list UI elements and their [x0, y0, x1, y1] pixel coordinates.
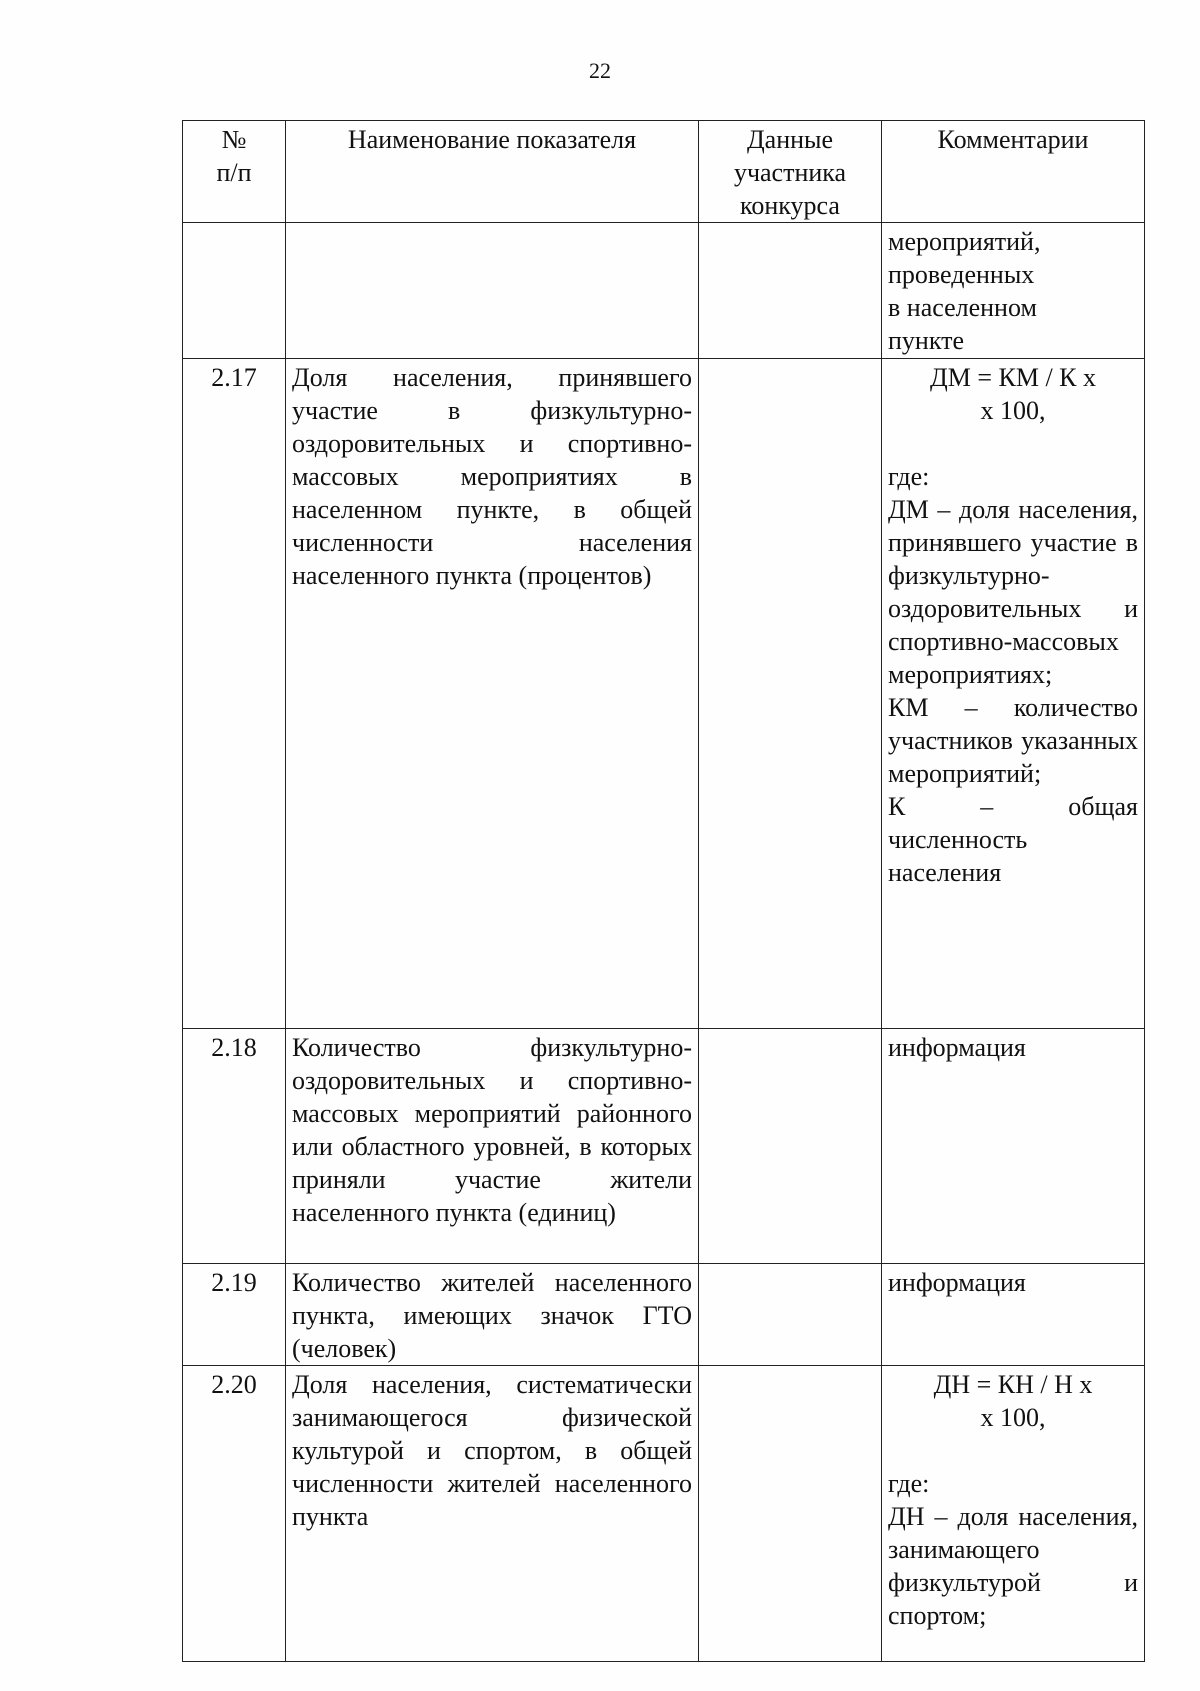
row-number: 2.20 — [183, 1366, 286, 1662]
row-number: 2.19 — [183, 1264, 286, 1366]
comment-cell: информация — [882, 1029, 1145, 1264]
participant-data-cell — [699, 359, 882, 1029]
header-number: № п/п — [183, 121, 286, 223]
page-number: 22 — [589, 58, 611, 83]
row-cont-number — [183, 223, 286, 359]
comment-cell: ДМ = КМ / К х х 100, где: ДМ – доля населения, принявшего участие в физкультурно-оздоровительных и спортивно-массовых мероприятиях; КМ – количество участников указанных мероприятий; К – общая численность населения — [882, 359, 1145, 1029]
participant-data-cell — [699, 1366, 882, 1662]
row-cont-comment: мероприятий, проведенных в населенном пункте — [882, 223, 1145, 359]
indicator-name: Количество физкультурно-оздоровительных и спортивно-массовых мероприятий районного или областного уровней, в которых приняли участие жители населенного пункта (единиц) — [286, 1029, 699, 1264]
participant-data-cell — [699, 1264, 882, 1366]
participant-data-cell — [699, 1029, 882, 1264]
comment-cell: ДН = КН / Н х х 100, где: ДН – доля населения, занимающего физкультурой и спортом; — [882, 1366, 1145, 1662]
header-participant-data: Данные участника конкурса — [699, 121, 882, 223]
row-number: 2.18 — [183, 1029, 286, 1264]
row-number: 2.17 — [183, 359, 286, 1029]
comment-cell: информация — [882, 1264, 1145, 1366]
indicator-name: Доля населения, систематически занимающегося физической культурой и спортом, в общей численности жителей населенного пункта — [286, 1366, 699, 1662]
table-row-2-20 — [183, 1366, 1145, 1662]
row-cont-data — [699, 223, 882, 359]
table-row-2-19 — [183, 1264, 1145, 1366]
indicator-table — [182, 120, 1145, 1662]
header-indicator-name: Наименование показателя — [286, 121, 699, 223]
table-row-2-17 — [183, 359, 1145, 1029]
indicator-name: Доля населения, принявшего участие в физкультурно-оздоровительных и спортивно-массовых мероприятиях в населенном пункте, в общей численности населения населенного пункта (процентов) — [286, 359, 699, 1029]
table-row-continuation — [183, 223, 1145, 359]
table-row-2-18 — [183, 1029, 1145, 1264]
row-cont-name — [286, 223, 699, 359]
table-header-row — [183, 121, 1145, 223]
header-comments: Комментарии — [882, 121, 1145, 223]
indicator-name: Количество жителей населенного пункта, имеющих значок ГТО (человек) — [286, 1264, 699, 1366]
